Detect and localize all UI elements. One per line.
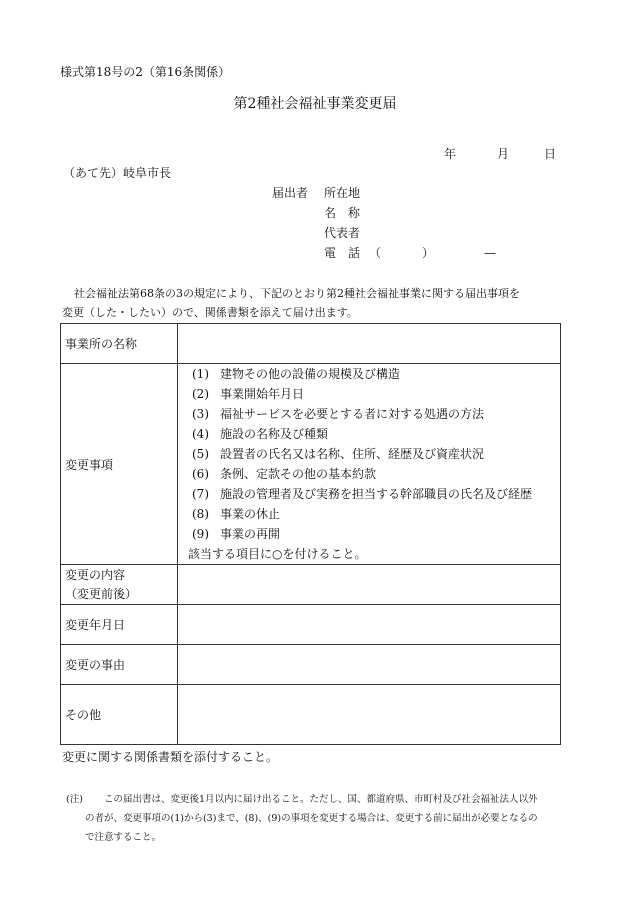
representative-label: 代表者 (324, 226, 361, 240)
address-label: 所在地 (324, 186, 361, 200)
other-field[interactable] (178, 685, 561, 745)
change-form-table (60, 323, 561, 745)
name-label: 名 称 (324, 206, 361, 220)
change-item[interactable] (188, 364, 560, 384)
change-item-number: (7) (192, 487, 209, 501)
change-reason-field[interactable] (178, 645, 561, 685)
document-title: 第2種社会福祉事業変更届 (233, 96, 397, 112)
change-item[interactable] (188, 384, 560, 404)
change-item-text: 施設の名称及び種類 (220, 427, 329, 441)
phone-label: 電 話 (324, 246, 361, 260)
date-day-label: 日 (544, 147, 557, 161)
change-item-number: (5) (192, 447, 209, 461)
change-date-label: 変更年月日 (61, 605, 178, 645)
other-label: その他 (61, 685, 178, 745)
footnote-line-1: この届出書は、変更後1月以内に届け出ること。ただし、国、都道府県、市町村及び社会福祉法人以外 (104, 794, 538, 805)
change-reason-label: 変更の事由 (61, 645, 178, 685)
change-item[interactable] (188, 464, 560, 484)
change-item-text: 設置者の氏名又は名称、住所、経歴及び資産状況 (220, 447, 485, 461)
change-items-row (61, 364, 561, 565)
form-number: 様式第18号の2（第16条関係） (60, 65, 231, 79)
intro-line-1: 社会福祉法第68条の3の規定により、下記のとおり第2種社会福祉事業に関する届出事項を (74, 287, 520, 300)
change-items-note: 該当する項目に○を付けること。 (188, 547, 367, 561)
other-row (61, 685, 561, 745)
change-items-cell (178, 364, 561, 565)
change-reason-row (61, 645, 561, 685)
change-item[interactable] (188, 404, 560, 424)
change-content-row (61, 565, 561, 605)
phone-close-paren: ） (422, 246, 435, 260)
change-item-number: (3) (192, 407, 209, 421)
change-item-text: 建物その他の設備の規模及び構造 (220, 367, 401, 381)
change-items-label: 変更事項 (61, 364, 178, 565)
office-name-label: 事業所の名称 (61, 324, 178, 364)
change-item-number: (1) (192, 367, 209, 381)
change-item[interactable] (188, 424, 560, 444)
change-item-number: (9) (192, 527, 209, 541)
change-item[interactable] (188, 524, 560, 544)
intro-line-2: 変更（した・したい）ので、関係書類を添えて届け出ます。 (62, 306, 358, 319)
change-item-number: (6) (192, 467, 209, 481)
change-content-field[interactable] (178, 565, 561, 605)
change-date-field[interactable] (178, 605, 561, 645)
change-item-text: 施設の管理者及び実務を担当する幹部職員の氏名及び経歴 (220, 487, 533, 501)
office-name-row (61, 324, 561, 364)
phone-open-paren: （ (369, 246, 382, 260)
date-year-label: 年 (444, 147, 457, 161)
change-item[interactable] (188, 444, 560, 464)
change-item-number: (8) (192, 507, 209, 521)
phone-dash: — (484, 246, 496, 260)
submitter-label: 届出者 (272, 186, 309, 200)
footnote-head: (注) (66, 794, 83, 805)
change-item-text: 条例、定款その他の基本約款 (220, 467, 377, 481)
addressee: （あて先）岐阜市長 (63, 166, 172, 180)
change-item[interactable] (188, 504, 560, 524)
change-item[interactable] (188, 484, 560, 504)
change-date-row (61, 605, 561, 645)
footnote-line-3: で注意すること。 (85, 832, 162, 843)
change-items-list (178, 364, 560, 544)
change-item-text: 事業開始年月日 (220, 387, 305, 401)
attachment-note: 変更に関する関係書類を添付すること。 (62, 750, 279, 764)
change-content-label-2: （変更前後） (65, 586, 138, 601)
change-item-text: 福祉サービスを必要とする者に対する処遇の方法 (220, 407, 485, 421)
office-name-field[interactable] (178, 324, 561, 364)
change-item-text: 事業の再開 (220, 527, 281, 541)
change-content-label-1: 変更の内容 (65, 567, 126, 582)
change-item-number: (2) (192, 387, 209, 401)
change-item-text: 事業の休止 (220, 507, 281, 521)
date-month-label: 月 (497, 147, 510, 161)
change-item-number: (4) (192, 427, 209, 441)
footnote-line-2: の者が、変更事項の(1)から(3)まで、(8)、(9)の事項を変更する場合は、変更する前に届出が必要となるの (85, 813, 538, 824)
change-content-label (61, 565, 178, 605)
